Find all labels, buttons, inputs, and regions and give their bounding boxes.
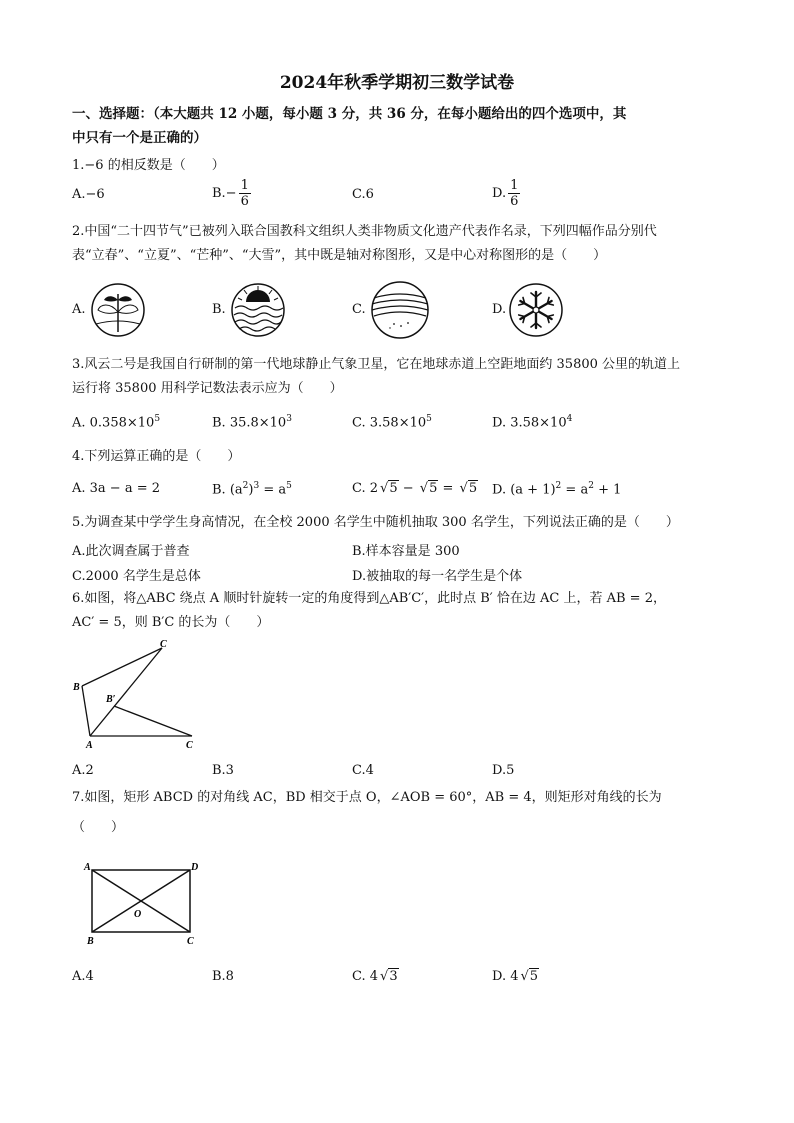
q6-option-b: B.3 (212, 763, 234, 778)
q7-option-a: A.4 (72, 969, 94, 984)
q6-segment-b-prime-c-prime (114, 706, 192, 736)
grain-field-icon (368, 280, 432, 340)
q2-option-c-label: C. (352, 302, 366, 317)
q1-stem: 1.−6 的相反数是（ ） (72, 158, 225, 173)
q5-option-a: A.此次调查属于普查 (72, 544, 190, 559)
q7-rectangle-figure (78, 858, 208, 950)
q4-option-c-radical-1: √5 (380, 481, 398, 496)
q3-option-b (212, 414, 292, 430)
q4-option-c-radical-2: √5 (419, 481, 438, 496)
q7-option-c-radicand: 3 (389, 969, 398, 984)
q7-option-d-prefix: D. 4 (492, 969, 519, 984)
q3-option-c-exponent: 5 (426, 414, 432, 424)
q7-label-c: C (187, 936, 194, 947)
q4-stem: 4.下列运算正确的是（ ） (72, 449, 241, 464)
q7-label-a: A (84, 862, 91, 873)
q3-option-b-exponent: 3 (286, 414, 292, 424)
q4-option-c-part2: − (398, 481, 418, 496)
q6-label-b: B (73, 682, 80, 693)
q4-option-d-part3: + 1 (593, 482, 622, 498)
q2-option-d-label: D. (492, 302, 507, 317)
q7-stem-line2: （ ） (72, 820, 125, 835)
q1-option-d-prefix: D. (492, 186, 507, 201)
q4-option-d-part1: D. (a + 1) (492, 482, 556, 498)
q7-option-d (492, 969, 539, 984)
q3-option-a-exponent: 5 (154, 414, 161, 424)
q7-option-d-radical: √5 (520, 969, 539, 984)
spring-sprout-icon (90, 282, 146, 338)
q6-segment-ac (90, 648, 162, 736)
q6-label-c-right: C (186, 740, 193, 751)
q2-stem-line2: 表“立春”、“立夏”、“芒种”、“大雪”，其中既是轴对称图形，又是中心对称图形的是（ ） (72, 248, 607, 263)
q4-option-d-exponent-1: 2 (555, 481, 562, 491)
q7-label-o: O (134, 909, 142, 920)
summer-sun-icon (230, 282, 286, 338)
q4-option-c-radical-3: √5 (459, 481, 478, 496)
q4-option-c-radicand-3: 5 (468, 481, 478, 496)
q2-option-a-label: A. (72, 302, 86, 317)
q4-option-b-inner-exponent: 2 (242, 481, 249, 491)
q3-option-a (72, 414, 160, 430)
q3-option-c (352, 414, 432, 430)
q1-option-b-numerator: 1 (240, 178, 249, 193)
q3-stem-line1: 3.风云二号是我国自行研制的第一代地球静止气象卫星，它在地球赤道上空距地面约 35800 公里的轨道上 (72, 357, 681, 372)
q1-option-b-fraction (239, 178, 251, 209)
q7-option-c-prefix: C. 4 (352, 969, 379, 984)
q7-stem-line1: 7.如图，矩形 ABCD 的对角线 AC，BD 相交于点 O，∠AOB = 60°，AB = 4，则矩形对角线的长为 (72, 790, 662, 805)
q4-option-c-radicand-2: 5 (429, 481, 438, 496)
q4-option-a: A. 3a − a = 2 (72, 481, 161, 496)
q2-stem-line1: 2.中国“二十四节气”已被列入联合国教科文组织人类非物质文化遗产代表作名录，下列四幅作品分别代 (72, 224, 657, 239)
snowflake-icon (508, 282, 564, 338)
q4-option-d-exponent-2: 2 (588, 481, 594, 491)
q4-option-c-part3: = (438, 481, 458, 496)
q4-option-b (212, 481, 292, 497)
q6-option-c: C.4 (352, 763, 374, 778)
q5-option-c: C.2000 名学生是总体 (72, 569, 201, 584)
q4-option-b-outer-exponent: 3 (253, 481, 260, 491)
q5-option-d: D.被抽取的每一名学生是个体 (352, 569, 523, 584)
q4-option-d (492, 481, 621, 497)
q7-option-b: B.8 (212, 969, 234, 984)
q6-option-d: D.5 (492, 763, 515, 778)
q3-stem-line2: 运行将 35800 用科学记数法表示应为（ ） (72, 381, 343, 396)
q4-option-d-part2: = a (561, 482, 589, 498)
q1-option-b (212, 178, 251, 209)
q1-option-c: C.6 (352, 187, 374, 202)
q4-option-b-part1: B. (a (212, 482, 243, 498)
q4-option-c-part1: C. 2 (352, 481, 379, 496)
q1-option-d (492, 178, 520, 209)
q3-option-b-base: B. 35.8×10 (212, 415, 287, 431)
q1-option-d-fraction (508, 178, 520, 209)
q1-option-b-prefix: B.− (212, 186, 237, 201)
q1-option-d-numerator: 1 (510, 178, 519, 193)
q7-option-c-radical: √3 (380, 969, 398, 984)
q3-option-a-base: A. 0.358×10 (72, 415, 155, 431)
q7-option-c (352, 969, 399, 984)
q7-option-d-radicand: 5 (529, 969, 539, 984)
q6-label-a: A (86, 740, 93, 751)
q6-segment-bc (82, 648, 162, 686)
q3-option-c-base: C. 3.58×10 (352, 415, 427, 431)
q6-label-b-prime: B′ (106, 694, 116, 705)
page-title: 2024年秋季学期初三数学试卷 (279, 73, 515, 93)
q4-option-c (352, 481, 478, 496)
q2-option-b-label: B. (212, 302, 226, 317)
q4-option-c-radicand-1: 5 (389, 481, 398, 496)
q1-option-b-denominator: 6 (240, 194, 249, 209)
q3-option-d-base: D. 3.58×10 (492, 415, 567, 431)
q4-option-b-part3: = a (259, 482, 287, 498)
q7-label-d: D (191, 862, 199, 873)
q5-stem: 5.为调查某中学学生身高情况，在全校 2000 名学生中随机抽取 300 名学生，下列说法正确的是（ ） (72, 515, 679, 530)
q6-option-a: A.2 (72, 763, 94, 778)
section-heading-line1: 一、选择题：（本大题共 12 小题，每小题 3 分，共 36 分，在每小题给出的四个选项中，其 (72, 106, 627, 122)
q3-option-d-exponent: 4 (566, 414, 573, 424)
q6-stem-line2: AC′ = 5，则 B′C 的长为（ ） (72, 615, 270, 630)
section-heading-line2: 中只有一个是正确的） (72, 130, 207, 146)
q6-triangle-figure (70, 638, 210, 753)
q4-option-b-part2: ) (248, 482, 254, 498)
q6-segment-ab (82, 686, 90, 736)
q6-stem-line1: 6.如图，将△ABC 绕点 A 顺时针旋转一定的角度得到△AB′C′，此时点 B′ 恰在边 AC 上，若 AB = 2， (72, 591, 666, 606)
q4-option-b-result-exponent: 5 (286, 481, 292, 491)
q6-label-c-top: C (160, 639, 167, 650)
q1-option-a: A.−6 (72, 187, 105, 202)
q1-option-d-denominator: 6 (510, 194, 519, 209)
q5-option-b: B.样本容量是 300 (352, 544, 460, 559)
q3-option-d (492, 414, 572, 430)
q7-label-b: B (87, 936, 94, 947)
